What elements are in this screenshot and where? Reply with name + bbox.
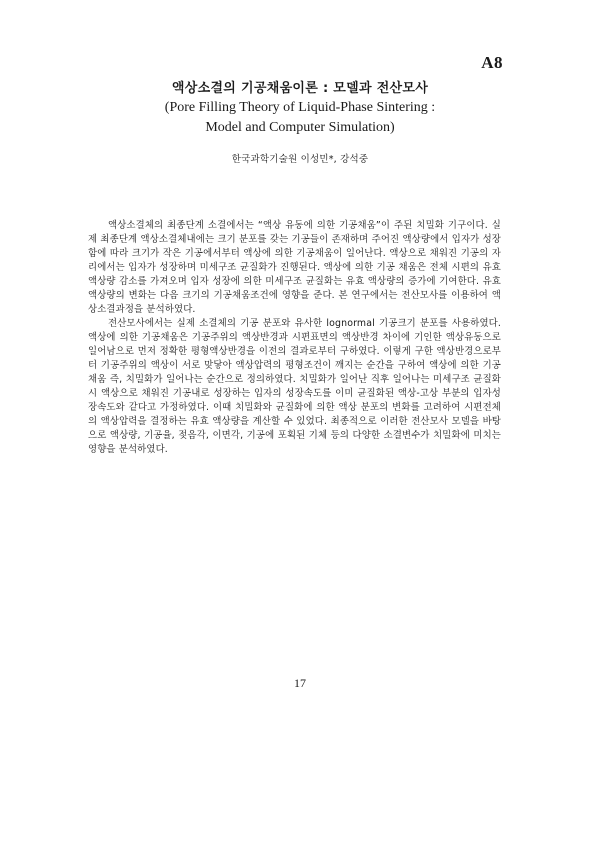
title-english-line1: (Pore Filling Theory of Liquid-Phase Sintering : xyxy=(164,100,436,115)
abstract-paragraph-2: 전산모사에서는 실제 소결체의 기공 분포와 유사한 lognormal 기공크기 분포를 사용하였다. 액상에 의한 기공채움은 기공주위의 액상반경과 시편표면의 액상반경 차이에 기인한 액상유동으로 일어남으로 먼저 정확한 평형액상반경을 이전의 결과로부터 구하였다. 이렇게 구한 액상반경으로부터 기공주위의 액상이 서로 맞닿아 액상압력의 평형조건이 깨지는 순간을 구하여 액상에 의한 기공채움 즉, 치밀화가 일어나는 순간으로 정의하였다. 치밀화가 일어난 직후 일어나는 미세구조 균질화시 액상으로 채워진 기공내로 성장하는 입자의 성장속도를 이미 균질화된 액상-고상 부분의 입자성장속도와 같다고 가정하였다. 이때 치밀화와 균질화에 의한 액상 분포의 변화를 고려하여 시편전체의 액상압력을 결정하는 유효 액상량을 계산할 수 있었다. 최종적으로 이러한 전산모사 모델을 바탕으로 액상량, 기공율, 젖음각, 이면각, 기공에 포획된 기체 등의 다양한 소결변수가 치밀화에 미치는 영향을 분석하였다. xyxy=(88,318,501,455)
abstract-body xyxy=(88,219,501,457)
title-korean: 액상소결의 기공채움이론 : 모델과 전산모사 xyxy=(171,81,429,96)
title-english-line2: Model and Computer Simulation) xyxy=(205,120,395,135)
abstract-paragraph-1: 액상소결체의 최종단계 소결에서는 “액상 유동에 의한 기공채움”이 주된 치밀화 기구이다. 실제 최종단계 액상소결체내에는 크기 분포를 갖는 기공들이 존재하며 주어진 액상량에서 입자가 성장함에 따라 크기가 작은 기공에서부터 액상에 의한 기공채움이 일어난다. 액상으로 채워진 기공의 자리에서는 입자가 성장하며 미세구조 균질화가 진행된다. 액상에 의한 기공 채움은 전체 시편의 유효 액상량 감소를 가져오며 입자 성장에 의한 미세구조 균질화는 유효 액상량의 증가에 기여한다. 유효 액상량의 변화는 다음 크기의 기공채움조건에 영향을 준다. 본 연구에서는 전산모사를 이용하여 액상소결과정을 분석하였다. xyxy=(88,220,501,315)
page-number: 17 xyxy=(294,676,306,690)
title-block xyxy=(0,80,600,138)
authors: 한국과학기술원 이성민*, 강석중 xyxy=(231,154,369,165)
page-code: A8 xyxy=(481,53,503,72)
